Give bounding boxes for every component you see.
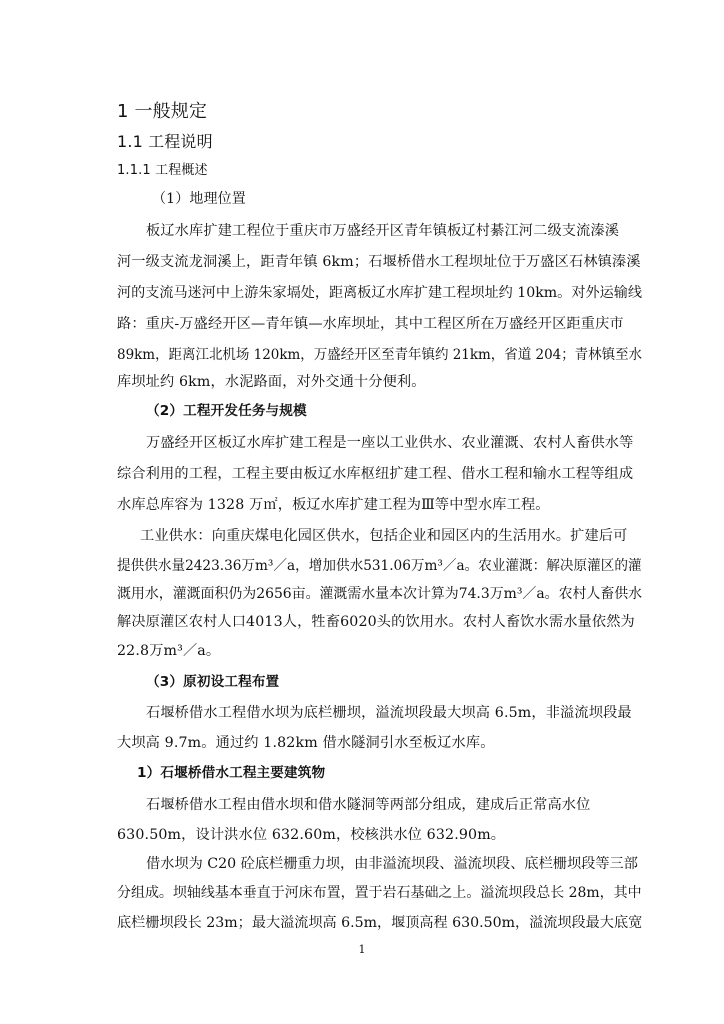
heading-1: 1 一般规定: [117, 101, 208, 122]
paragraph-line: 工业供水：向重庆煤电化园区供水，包括企业和园区内的生活用水。扩建后可: [140, 528, 628, 544]
paragraph-line: 22.8万m³／a。: [117, 643, 221, 659]
paragraph-line: 解决原灌区农村人口4013人，牲畜6020头的饮用水。农村人畜饮水需水量依然为: [117, 614, 635, 630]
paragraph-line: 石堰桥借水工程借水坝为底栏栅坝，溢流坝段最大坝高 6.5m，非溢流坝段最: [146, 705, 632, 721]
paragraph-line: 溉用水，灌溉面积仍为2656亩。灌溉需水量本次计算为74.3万m³／a。农村人畜供水: [117, 586, 643, 602]
paragraph-line: 河的支流马迷河中上游朱家塥处，距离板辽水库扩建工程坝址约 10km。对外运输线: [117, 285, 642, 301]
paragraph-line: 路：重庆-万盛经开区—青年镇—水库坝址，其中工程区所在万盛经开区距重庆市: [117, 316, 624, 332]
paragraph-line: 提供供水量2423.36万m³／a，增加供水531.06万m³／a。农业灌溉：解决原灌区的灌: [117, 558, 642, 574]
paragraph-line: 底栏栅坝段长 23m；最大溢流坝高 6.5m，堰顶高程 630.50m，溢流坝段最大底宽: [117, 915, 643, 931]
paragraph-line: 河一级支流龙洞溪上，距青年镇 6km；石堰桥借水工程坝址位于万盛区石林镇溱溪: [117, 254, 641, 270]
paragraph-line: 石堰桥借水工程由借水坝和借水隧洞等两部分组成，建成后正常高水位: [146, 797, 591, 813]
paragraph-line: 89km，距离江北机场 120km，万盛经开区至青年镇约 21km，省道 204；青林镇至水: [117, 347, 643, 363]
section-task-title: （2）工程开发任务与规模: [146, 403, 307, 419]
paragraph-line: 大坝高 9.7m。通过约 1.82km 借水隧洞引水至板辽水库。: [117, 735, 495, 751]
paragraph-line: 630.50m，设计洪水位 632.60m，校核洪水位 632.90m。: [117, 827, 506, 843]
paragraph-line: 借水坝为 C20 砼底栏栅重力坝，由非溢流坝段、溢流坝段、底栏栅坝段等三部: [146, 856, 638, 872]
paragraph-line: 综合利用的工程，工程主要由板辽水库枢纽扩建工程、借水工程和输水工程等组成: [117, 466, 634, 482]
subsection-title: 1）石堰桥借水工程主要建筑物: [137, 765, 326, 781]
paragraph-line: 库坝址约 6km，水泥路面，对外交通十分便利。: [117, 374, 426, 390]
paragraph-line: 水库总库容为 1328 万㎡，板辽水库扩建工程为Ⅲ等中型水库工程。: [117, 497, 550, 513]
section-layout-title: （3）原初设工程布置: [146, 674, 280, 690]
section-geography-title: （1）地理位置: [152, 191, 246, 207]
paragraph-line: 分组成。坝轴线基本垂直于河床布置，置于岩石基础之上。溢流坝段总长 28m，其中: [117, 885, 642, 901]
page-number: 1: [358, 943, 366, 956]
paragraph-line: 万盛经开区板辽水库扩建工程是一座以工业供水、农业灌溉、农村人畜供水等: [146, 435, 634, 451]
paragraph-line: 板辽水库扩建工程位于重庆市万盛经开区青年镇板辽村綦江河二级支流溱溪: [146, 223, 620, 239]
heading-1-1-1: 1.1.1 工程概述: [117, 163, 208, 178]
heading-1-1: 1.1 工程说明: [117, 132, 213, 151]
